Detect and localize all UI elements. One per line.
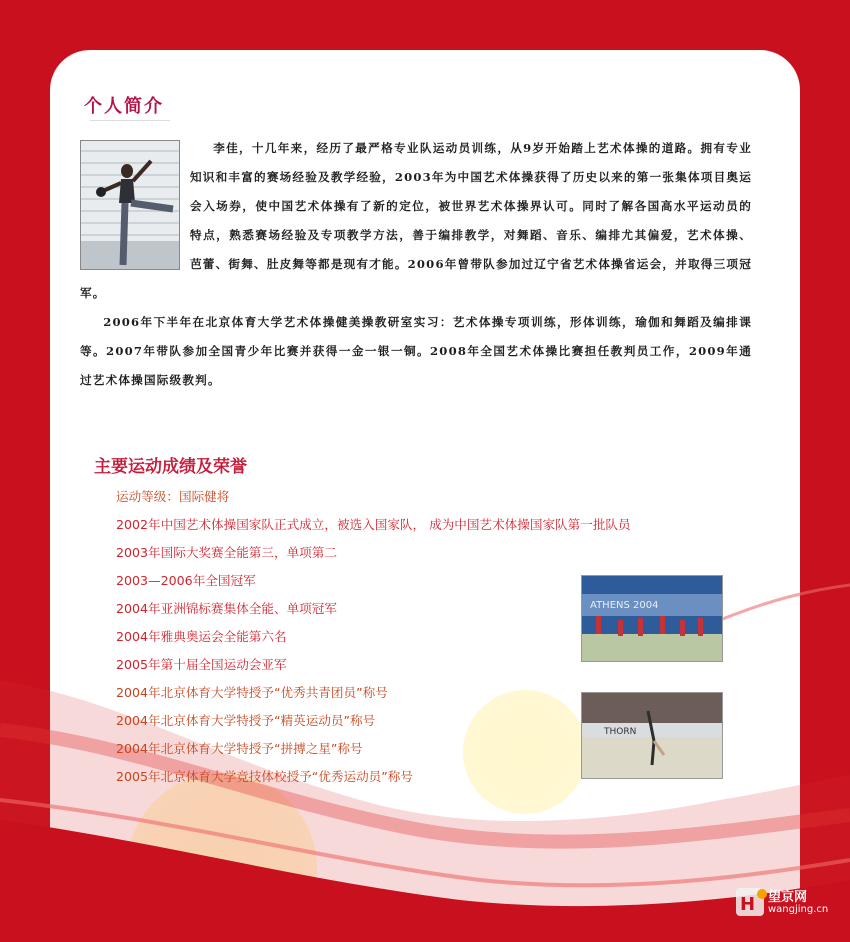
team-competition-photo (581, 575, 723, 662)
bio-paragraph: 李佳，十几年来，经历了最严格专业队运动员训练，从9岁开始踏上艺术体操的道路。拥有专业知识和丰富的赛场经验及教学经验，2003年为中国艺术体操获得了历史以来的第一张集体项目奥运会入场券，使中国艺术体操有了新的定位，被世界艺术体操界认可。同时了解各国高水平运动员的特点，熟悉赛场经验及专项教学方法，善于编排教学，对舞蹈、音乐、编排尤其偏爱，艺术体操、芭蕾、街舞、肚皮舞等都是现有才能。2006年曾带队参加过辽宁省艺术体操省运会，并取得三项冠军。 (80, 141, 752, 300)
section-title-profile: 个人简介 (84, 96, 164, 117)
bio-paragraph: 2006年下半年在北京体育大学艺术体操健美操教研室实习：艺术体操专项训练，形体训练，瑜伽和舞蹈及编排课等。2007年带队参加全国青少年比赛并获得一金一银一铜。2008年全国艺术体操比赛担任教判员工作，2009年通过艺术体操国际级教判。 (80, 315, 752, 387)
honors-list (116, 486, 631, 794)
photo-spacer (80, 134, 190, 279)
site-logo-name: 望京网 (768, 890, 808, 905)
list-item: 2004年北京体育大学特授予“精英运动员”称号 (116, 713, 376, 728)
athens-team-image (582, 576, 722, 661)
gymnast-arena-image (582, 693, 722, 778)
section-title-underline (90, 118, 170, 126)
list-item: 2002年中国艺术体操国家队正式成立，被选入国家队， 成为中国艺术体操国家队第一批队员 (116, 517, 631, 532)
solo-competition-photo (581, 692, 723, 779)
site-logo-url: wangjing.cn (768, 904, 829, 915)
svg-text:H: H (740, 894, 756, 915)
list-item: 运动等级：国际健将 (116, 489, 230, 504)
athens-banner-text: ATHENS 2004 (590, 600, 659, 611)
list-item: 2004年雅典奥运会全能第六名 (116, 629, 287, 644)
profile-bio (80, 134, 752, 395)
list-item: 2004年北京体育大学特授予“优秀共青团员”称号 (116, 685, 388, 700)
list-item: 2003—2006年全国冠军 (116, 573, 256, 588)
list-item: 2003年国际大奖赛全能第三，单项第二 (116, 545, 337, 560)
arena-banner-text: THORN (604, 727, 637, 737)
list-item: 2004年亚洲锦标赛集体全能、单项冠军 (116, 601, 337, 616)
list-item: 2005年北京体育大学竞技体校授予“优秀运动员”称号 (116, 769, 413, 784)
list-item: 2004年北京体育大学特授予“拼搏之星”称号 (116, 741, 363, 756)
list-item: 2005年第十届全国运动会亚军 (116, 657, 287, 672)
section-title-honors: 主要运动成绩及荣誉 (94, 457, 247, 477)
title-underline-decoration (90, 118, 170, 124)
